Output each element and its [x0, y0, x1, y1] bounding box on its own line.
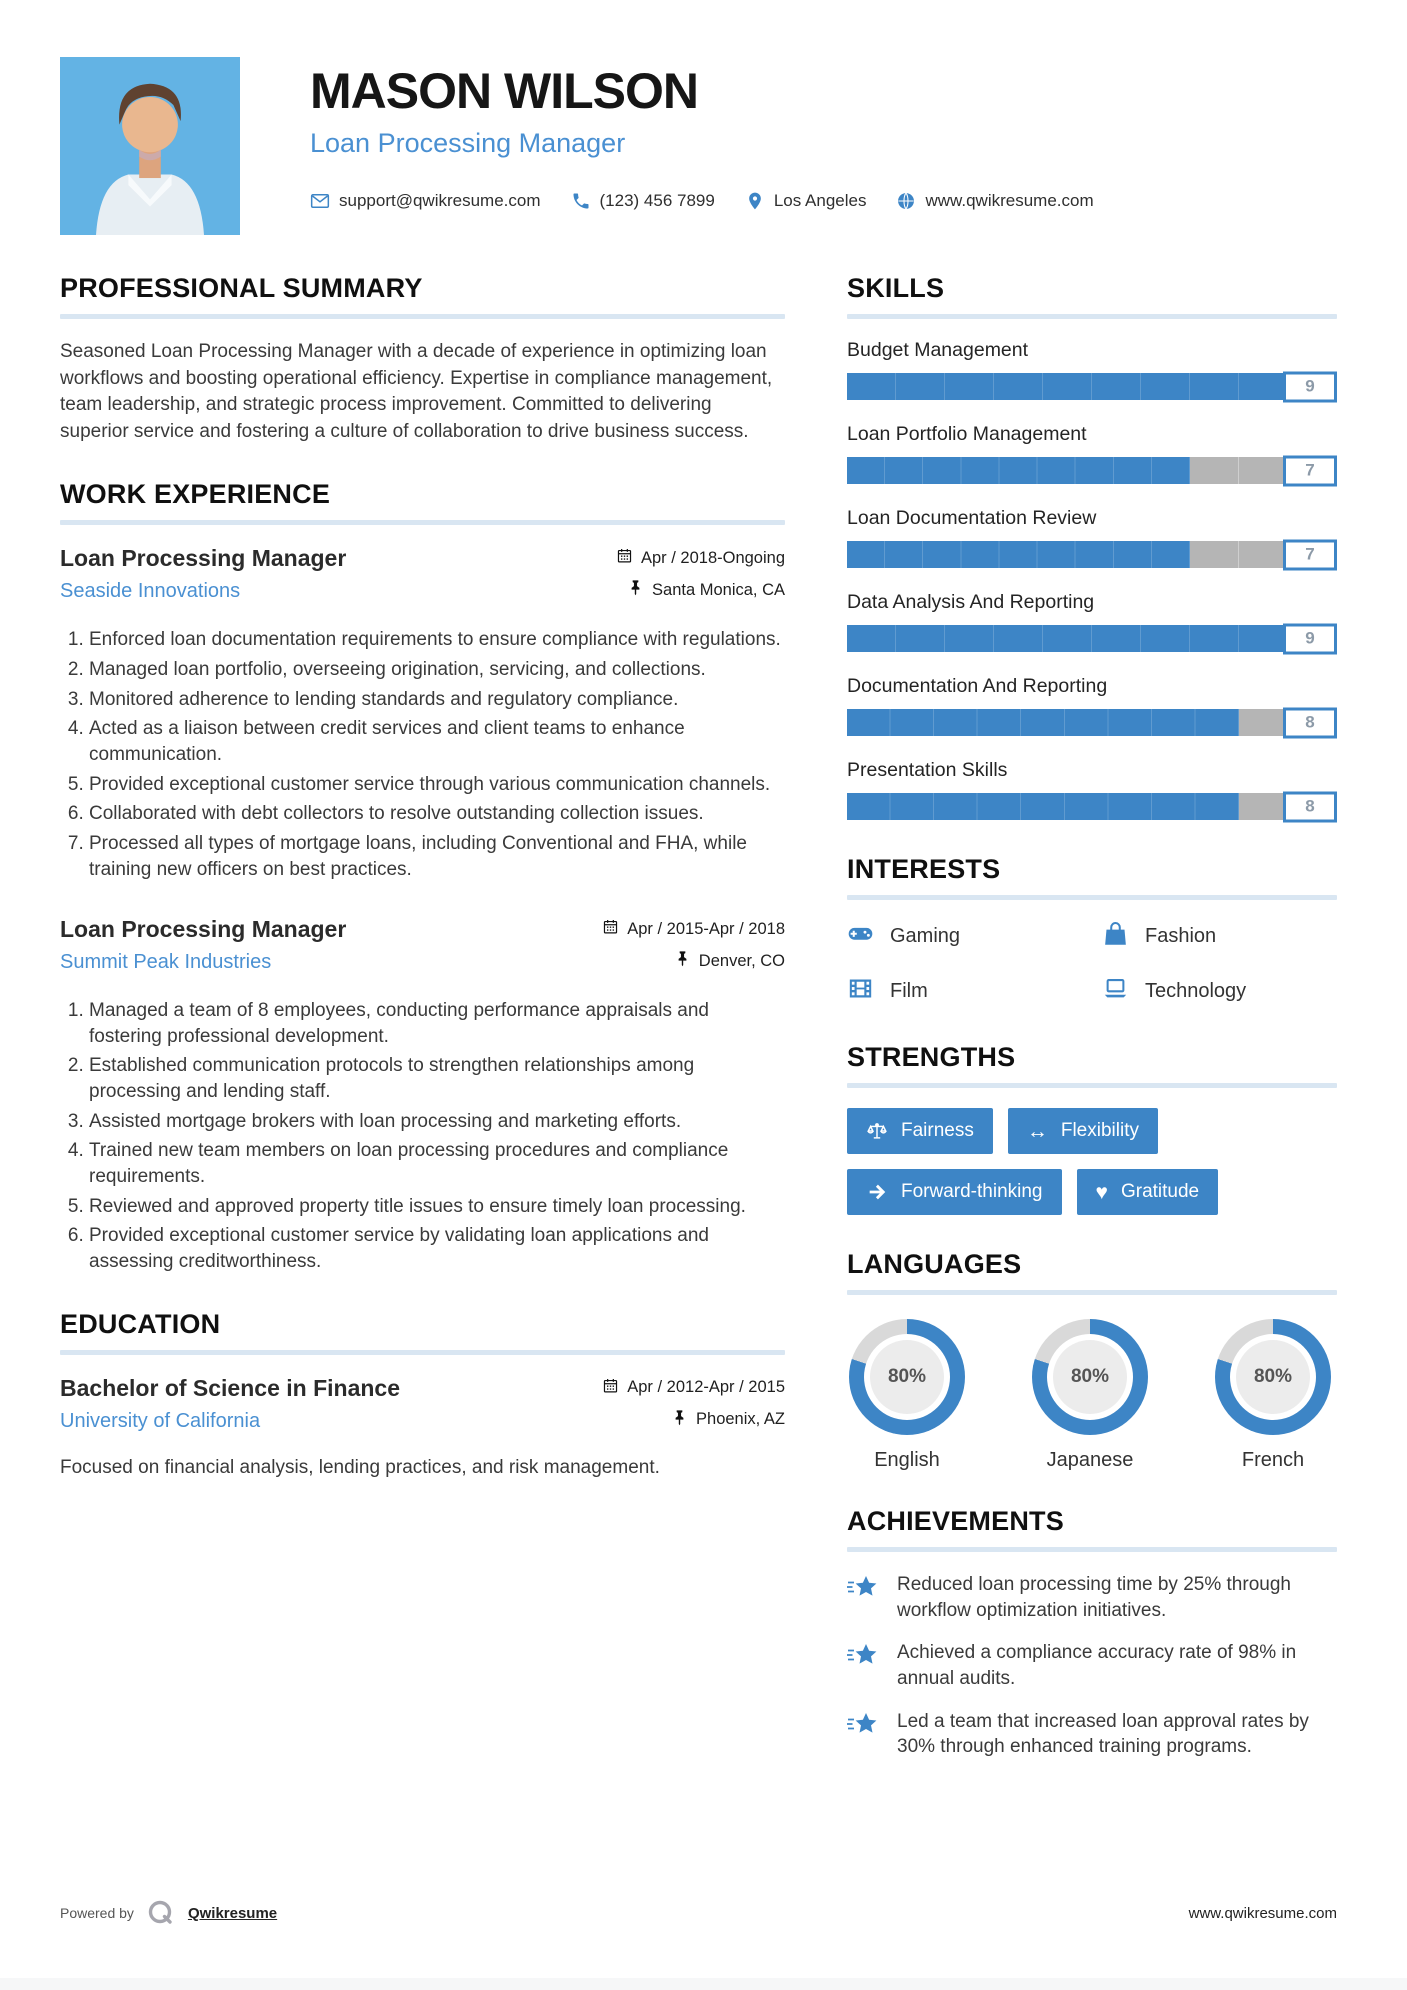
section-interests: [847, 854, 1337, 1008]
section-strengths: [847, 1042, 1337, 1215]
job-bullet: 1. Managed a team of 8 employees, conducting performance appraisals and fostering professional development.: [89, 998, 785, 1049]
skill-row: [847, 591, 1337, 652]
calendar-icon: [602, 918, 619, 940]
interests-heading: INTERESTS: [847, 854, 1001, 884]
interest-grid: [847, 920, 1337, 1008]
skill-bar-fill: [847, 709, 1239, 736]
skill-bar-fill: [847, 457, 1190, 484]
achievement-list: [847, 1572, 1337, 1760]
work-heading: WORK EXPERIENCE: [60, 479, 331, 510]
job-entry: [60, 545, 785, 882]
strength-label: Forward-thinking: [901, 1181, 1043, 1202]
skill-label: Budget Management: [847, 339, 1029, 361]
interest-item: [847, 975, 1082, 1008]
qwikresume-logo-icon: [146, 1898, 176, 1928]
job-bullet: 4. Trained new team members on loan processing procedures and compliance requirements.: [89, 1138, 785, 1189]
section-rule: [60, 1350, 785, 1355]
contact-globe[interactable]: [896, 191, 1093, 211]
footer-site-link[interactable]: www.qwikresume.com: [1188, 1904, 1337, 1922]
section-education: [60, 1309, 785, 1482]
skill-bar: [847, 457, 1337, 484]
section-professional-summary: [60, 273, 785, 445]
email-icon: [310, 191, 330, 211]
summary-heading: PROFESSIONAL SUMMARY: [60, 273, 423, 303]
strength-badge: [1077, 1169, 1219, 1215]
job-bullet: 4. Acted as a liaison between credit services and client teams to enhance communication.: [89, 716, 785, 767]
language-donut: [849, 1319, 965, 1435]
pushpin-icon: [671, 1409, 688, 1431]
job-location: Denver, CO: [602, 950, 785, 972]
job-bullet: 2. Managed loan portfolio, overseeing origination, servicing, and collections.: [89, 657, 785, 683]
section-rule: [847, 895, 1337, 900]
skill-label: Documentation And Reporting: [847, 675, 1108, 697]
language-label: English: [874, 1449, 940, 1471]
job-title: Loan Processing Manager: [60, 545, 347, 572]
section-rule: [847, 314, 1337, 319]
skill-label: Loan Documentation Review: [847, 507, 1097, 529]
powered-by-label: Powered by: [60, 1905, 134, 1921]
job-bullet: 3. Assisted mortgage brokers with loan processing and marketing efforts.: [89, 1109, 785, 1135]
strengths-heading: STRENGTHS: [847, 1042, 1016, 1072]
film-icon: [847, 975, 874, 1008]
job-company: Summit Peak Industries: [60, 951, 272, 974]
strength-label: Gratitude: [1120, 1181, 1200, 1202]
skill-list: [847, 339, 1337, 820]
interest-item: [1102, 920, 1337, 953]
strength-label: Flexibility: [1060, 1120, 1139, 1141]
language-donut: [1032, 1319, 1148, 1435]
language-item: [849, 1319, 965, 1472]
gamepad-icon: [847, 920, 874, 953]
calendar-icon: [602, 1377, 619, 1399]
achievement-text: Reduced loan processing time by 25% through workflow optimization initiatives.: [897, 1574, 1291, 1621]
skill-bar: [847, 373, 1337, 400]
skill-row: [847, 507, 1337, 568]
interest-item: [847, 920, 1082, 953]
achievement-item: [847, 1640, 1337, 1691]
job-bullet: 7. Processed all types of mortgage loans, including Conventional and FHA, while training new officers on best practices.: [89, 831, 785, 882]
skill-bar: [847, 793, 1337, 820]
footer: [60, 1898, 1337, 1928]
language-percent: 80%: [870, 1340, 944, 1414]
job-bullet-list: [60, 998, 785, 1274]
skill-rating-badge: 9: [1283, 371, 1337, 402]
degree-title: Bachelor of Science in Finance: [60, 1374, 400, 1401]
education-description: Focused on financial analysis, lending practices, and risk management.: [60, 1456, 660, 1478]
interest-item: [1102, 975, 1337, 1008]
job-bullet: 5. Provided exceptional customer service through various communication channels.: [89, 772, 785, 798]
profile-photo: [60, 57, 240, 235]
strength-badge: [847, 1169, 1062, 1215]
contact-location[interactable]: [745, 191, 867, 211]
skill-label: Data Analysis And Reporting: [847, 591, 1095, 613]
language-percent: 80%: [1053, 1340, 1127, 1414]
languages-heading: LANGUAGES: [847, 1249, 1022, 1279]
section-skills: [847, 273, 1337, 820]
skill-row: [847, 339, 1337, 400]
profile-photo-illustration: [60, 57, 240, 235]
job-date: Apr / 2015-Apr / 2018: [602, 918, 785, 940]
skill-rating-badge: 8: [1283, 707, 1337, 738]
job-entry: [60, 916, 785, 1274]
scales-icon: [866, 1120, 888, 1142]
right-column: [847, 273, 1337, 1794]
person-title: Loan Processing Manager: [310, 127, 626, 158]
job-bullet: 3. Monitored adherence to lending standards and regulatory compliance.: [89, 687, 785, 713]
section-achievements: [847, 1506, 1337, 1760]
education-date: Apr / 2012-Apr / 2015: [602, 1377, 785, 1399]
skill-rating-badge: 7: [1283, 455, 1337, 486]
job-company: Seaside Innovations: [60, 580, 241, 603]
skill-rating-badge: 8: [1283, 791, 1337, 822]
strength-badge: [1008, 1108, 1158, 1154]
heart-icon: ♥: [1095, 1180, 1108, 1204]
skill-row: [847, 423, 1337, 484]
job-location: Santa Monica, CA: [616, 579, 785, 601]
qwikresume-brand-link[interactable]: Qwikresume: [187, 1904, 278, 1922]
pushpin-icon: [674, 950, 691, 972]
skill-bar-fill: [847, 625, 1288, 652]
strength-list: [847, 1108, 1337, 1215]
section-work-experience: [60, 479, 785, 1274]
arrow-right-icon: [866, 1181, 888, 1203]
language-item: [1215, 1319, 1331, 1472]
pushpin-icon: [627, 579, 644, 601]
skill-label: Loan Portfolio Management: [847, 423, 1087, 445]
phone-icon: [571, 191, 591, 211]
section-rule: [847, 1083, 1337, 1088]
star-icon: [847, 1572, 881, 1623]
interest-label: Gaming: [890, 925, 961, 947]
language-label: Japanese: [1046, 1449, 1134, 1471]
skill-bar-fill: [847, 793, 1239, 820]
school-name: University of California: [60, 1409, 261, 1432]
job-bullet-list: [60, 627, 785, 882]
header: [0, 0, 1407, 235]
calendar-icon: [616, 547, 633, 569]
header-text: [310, 57, 1094, 235]
page-bottom-strip: [0, 1978, 1407, 1990]
skill-row: [847, 675, 1337, 736]
star-icon: [847, 1709, 881, 1760]
shopping-bag-icon: [1102, 920, 1129, 953]
education-entry: [60, 1375, 785, 1482]
section-rule: [847, 1290, 1337, 1295]
section-languages: [847, 1249, 1337, 1472]
interest-label: Film: [890, 980, 928, 1002]
education-location: Phoenix, AZ: [602, 1409, 785, 1431]
interest-label: Technology: [1145, 980, 1247, 1002]
language-donut: [1215, 1319, 1331, 1435]
contact-text: (123) 456 7899: [599, 190, 715, 210]
skill-bar: [847, 541, 1337, 568]
education-heading: EDUCATION: [60, 1308, 221, 1339]
language-percent: 80%: [1236, 1340, 1310, 1414]
achievement-text: Achieved a compliance accuracy rate of 98% in annual audits.: [897, 1642, 1297, 1689]
skill-bar: [847, 709, 1337, 736]
summary-text: Seasoned Loan Processing Manager with a decade of experience in optimizing loan workflows and boosting operational efficiency. Expertise in compliance management, team leadership, and strategic process improvement. Committed to delivering superior service and fostering a culture of collaboration to drive business success.: [60, 341, 773, 442]
skill-row: [847, 759, 1337, 820]
strength-label: Fairness: [901, 1120, 974, 1141]
star-icon: [847, 1640, 881, 1691]
skill-rating-badge: 9: [1283, 623, 1337, 654]
contact-text: Los Angeles: [773, 190, 867, 210]
laptop-icon: [1102, 975, 1129, 1008]
language-list: [847, 1315, 1337, 1472]
skill-bar-fill: [847, 373, 1288, 400]
contact-email[interactable]: [310, 191, 541, 211]
contact-text: support@qwikresume.com: [339, 190, 541, 210]
skills-heading: SKILLS: [847, 273, 945, 303]
job-list: [60, 545, 785, 1274]
arrows-icon: ↔: [1026, 1119, 1048, 1143]
section-rule: [60, 520, 785, 525]
section-rule: [60, 314, 785, 319]
location-icon: [745, 191, 765, 211]
skill-bar-fill: [847, 541, 1190, 568]
job-bullet: 6. Provided exceptional customer service by validating loan applications and assessing creditworthiness.: [89, 1223, 785, 1274]
contact-row: [310, 191, 1094, 211]
globe-icon: [896, 191, 916, 211]
content-columns: [0, 235, 1407, 1794]
contact-phone[interactable]: [571, 191, 715, 211]
job-date: Apr / 2018-Ongoing: [616, 547, 785, 569]
achievements-heading: ACHIEVEMENTS: [847, 1506, 1064, 1536]
job-title: Loan Processing Manager: [60, 916, 347, 943]
skill-rating-badge: 7: [1283, 539, 1337, 570]
job-bullet: 1. Enforced loan documentation requirements to ensure compliance with regulations.: [89, 627, 785, 653]
language-label: French: [1241, 1449, 1305, 1471]
achievement-item: [847, 1709, 1337, 1760]
skill-label: Presentation Skills: [847, 759, 1008, 781]
job-bullet: 5. Reviewed and approved property title issues to ensure timely loan processing.: [89, 1194, 785, 1220]
strength-badge: [847, 1108, 993, 1154]
person-name: MASON WILSON: [310, 63, 698, 119]
left-column: [60, 273, 785, 1794]
job-bullet: 2. Established communication protocols to strengthen relationships among processing and lending staff.: [89, 1053, 785, 1104]
job-bullet: 6. Collaborated with debt collectors to resolve outstanding collection issues.: [89, 801, 785, 827]
contact-text: www.qwikresume.com: [925, 190, 1094, 210]
section-rule: [847, 1547, 1337, 1552]
interest-label: Fashion: [1145, 925, 1217, 947]
achievement-item: [847, 1572, 1337, 1623]
skill-bar: [847, 625, 1337, 652]
language-item: [1032, 1319, 1148, 1472]
achievement-text: Led a team that increased loan approval rates by 30% through enhanced training programs.: [897, 1710, 1309, 1758]
